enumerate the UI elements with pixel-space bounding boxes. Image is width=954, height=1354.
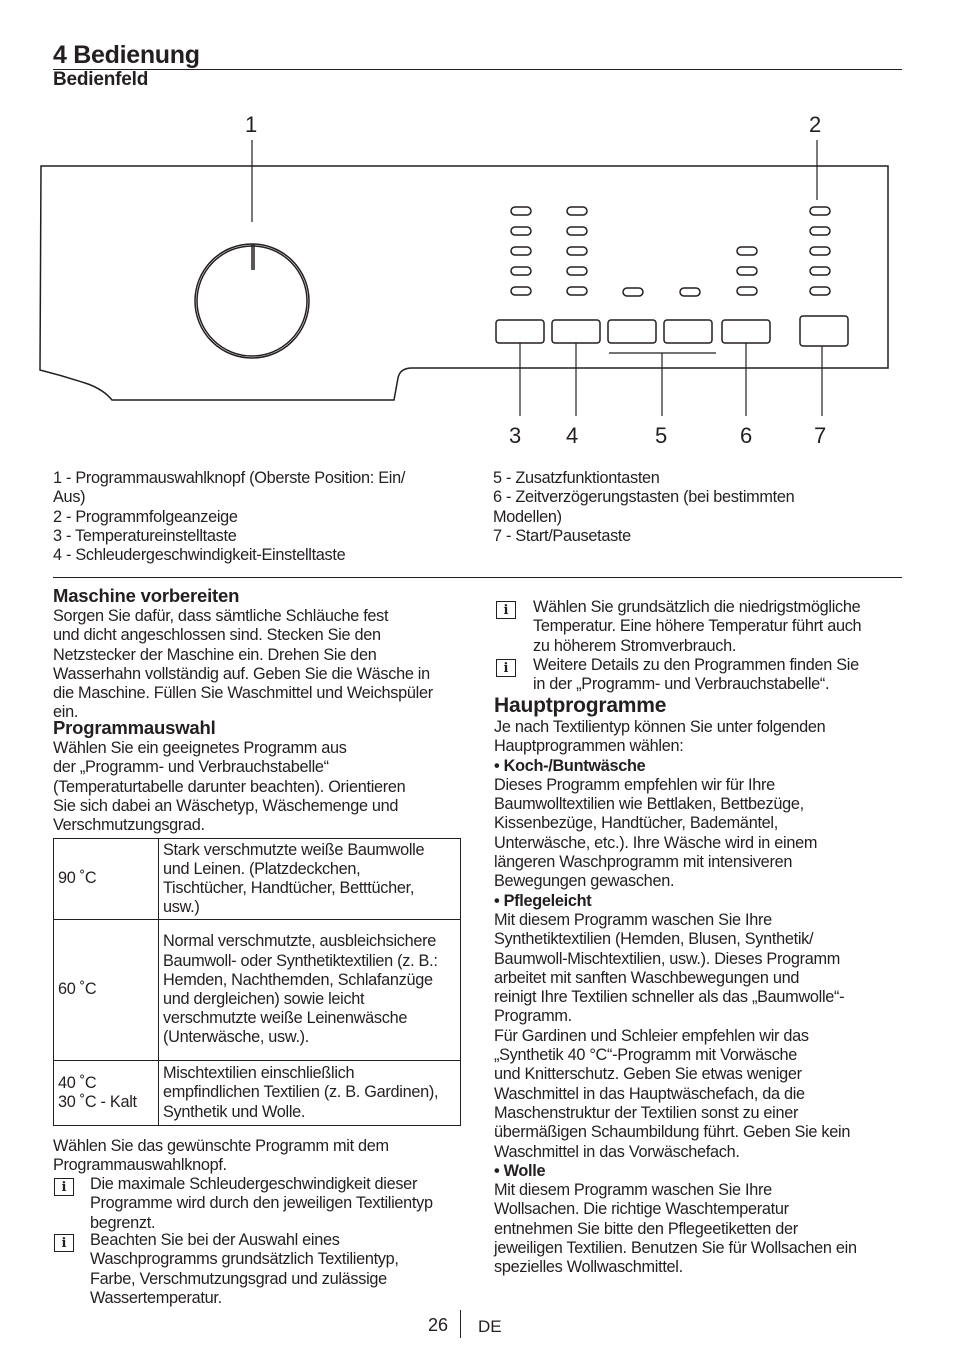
text-line: (Temperaturtabelle darunter beachten). Orientieren — [53, 777, 406, 796]
program-koch-heading: • Koch-/Buntwäsche — [494, 756, 646, 775]
text-line: und Knitterschutz. Geben Sie etwas weniger — [494, 1065, 802, 1084]
footer-divider — [460, 1310, 461, 1338]
desc-line: verschmutzte weiße Leinenwäsche — [163, 1009, 408, 1028]
text-line: Baumwolltextilien wie Bettlaken, Bettbezüge, — [494, 795, 804, 814]
text-line: die Maschine. Füllen Sie Waschmittel und Weichspüler — [53, 684, 433, 703]
legend-line: 2 - Programmfolgeanzeige — [53, 507, 238, 526]
text-line: spezielles Wollwaschmittel. — [494, 1258, 683, 1277]
text-line: Maschenstruktur der Textilien sonst zu einer — [494, 1103, 799, 1122]
text-line: in der „Programm- und Verbrauchstabelle“. — [533, 675, 830, 694]
text-line: Wählen Sie das gewünschte Programm mit dem — [53, 1137, 389, 1155]
text-line: übermäßigen Schaumbildung führt. Geben Sie kein — [494, 1123, 851, 1142]
start-pause-button — [800, 316, 848, 346]
table-cell-temp — [54, 1061, 159, 1126]
program-wolle-heading: • Wolle — [494, 1161, 546, 1180]
table-cell-desc — [159, 839, 461, 920]
control-panel-diagram — [0, 100, 954, 460]
text-line: Bewegungen gewaschen. — [494, 872, 675, 891]
main-programs-heading: Hauptprogramme — [494, 694, 667, 717]
desc-line: usw.) — [163, 898, 200, 917]
legend-line: 1 - Programmauswahlknopf (Oberste Position: Ein/ — [53, 469, 406, 487]
text-line: längeren Waschprogramm mit intensiveren — [494, 853, 793, 872]
callout-4: 4 — [566, 423, 579, 448]
desc-line: Tischtücher, Handtücher, Betttücher, — [163, 879, 415, 897]
spin-speed-button — [552, 320, 600, 343]
info-note — [90, 1175, 470, 1233]
legend-line: Modellen) — [493, 507, 562, 526]
text-line: Waschmittel in das Hauptwäschefach, da die — [494, 1084, 805, 1103]
main-programs-text — [494, 718, 914, 1278]
text-line: Hauptprogrammen wählen: — [494, 737, 684, 756]
text-line: zu höherem Stromverbrauch. — [533, 636, 737, 655]
temp-value: 90 ˚C — [58, 869, 97, 888]
info-note — [533, 598, 913, 656]
desc-line: Normal verschmutzte, ausbleichsichere — [163, 932, 437, 951]
desc-line: (Unterwäsche, usw.). — [163, 1028, 310, 1047]
desc-line: und Leinen. (Platzdeckchen, — [163, 859, 361, 878]
text-line: Sorgen Sie dafür, dass sämtliche Schläuche fest — [53, 607, 389, 625]
table-row — [54, 1061, 461, 1126]
language-code: DE — [478, 1317, 502, 1336]
legend-line: 7 - Start/Pausetaste — [493, 526, 631, 545]
text-line: reinigt Ihre Textilien schneller als das „Baumwolle“- — [494, 988, 845, 1007]
program-pflege-heading: • Pflegeleicht — [494, 891, 592, 910]
text-line: Wasserhahn vollständig auf. Geben Sie die Wäsche in — [53, 664, 430, 683]
text-line: Netzstecker der Maschine ein. Drehen Sie den — [53, 645, 377, 664]
text-line: und dicht angeschlossen sind. Stecken Sie den — [53, 626, 381, 645]
selection-text — [53, 739, 473, 835]
text-line: arbeitet mit sanften Waschbewegungen und — [494, 968, 800, 987]
callout-6: 6 — [740, 423, 753, 448]
callout-7: 7 — [814, 423, 827, 448]
temp-value: 60 ˚C — [58, 980, 97, 999]
table-cell-desc — [159, 1061, 461, 1126]
text-line: Sie sich dabei an Wäschetyp, Wäschemenge und — [53, 796, 399, 815]
text-line: Programme wird durch den jeweiligen Textilientyp — [90, 1194, 433, 1213]
text-line: Für Gardinen und Schleier empfehlen wir das — [494, 1026, 809, 1045]
callout-2: 2 — [809, 112, 822, 137]
prepare-heading: Maschine vorbereiten — [53, 585, 240, 606]
text-line: Unterwäsche, etc.). Ihre Wäsche wird in einem — [494, 833, 818, 852]
after-table-text — [53, 1137, 473, 1176]
text-line: Wählen Sie ein geeignetes Programm aus — [53, 739, 347, 757]
panel-outline — [40, 166, 888, 400]
text-line: Die maximale Schleudergeschwindigkeit dieser — [90, 1175, 418, 1193]
text-line: Farbe, Verschmutzungsgrad und zulässige — [90, 1269, 387, 1288]
text-line: Temperatur. Eine höhere Temperatur führt auch — [533, 617, 862, 636]
table-row — [54, 920, 461, 1061]
text-line: Baumwoll-Mischtextilien, usw.). Dieses Programm — [494, 949, 840, 968]
text-line: Dieses Programm empfehlen wir für Ihre — [494, 775, 775, 794]
section-title: 4 Bedienung — [53, 41, 200, 69]
temp-value: 30 ˚C - Kalt — [58, 1093, 137, 1111]
legend-left — [53, 469, 473, 565]
option-button-2 — [664, 320, 712, 343]
delay-button — [722, 320, 770, 343]
text-line: Synthetiktextilien (Hemden, Blusen, Synthetik/ — [494, 930, 814, 949]
text-line: Mit diesem Programm waschen Sie Ihre — [494, 910, 772, 929]
text-line: Programm. — [494, 1007, 572, 1026]
page-subtitle: Bedienfeld — [53, 69, 149, 90]
desc-line: Stark verschmutzte weiße Baumwolle — [163, 840, 425, 859]
text-line: jeweiligen Textilien. Benutzen Sie für Wollsachen ein — [494, 1239, 857, 1258]
text-line: Mit diesem Programm waschen Sie Ihre — [494, 1181, 772, 1200]
text-line: „Synthetik 40 °C“-Programm mit Vorwäsche — [494, 1046, 798, 1065]
page-number: 26 — [427, 1315, 448, 1335]
text-line: begrenzt. — [90, 1213, 156, 1232]
info-icon: i — [496, 659, 516, 677]
text-line: Waschprogramms grundsätzlich Textilientyp, — [90, 1250, 399, 1269]
info-icon: i — [496, 601, 516, 619]
legend-line: 3 - Temperatureinstelltaste — [53, 526, 237, 545]
table-cell-temp — [54, 920, 159, 1061]
temperature-table — [53, 838, 461, 1126]
text-line: der „Programm- und Verbrauchstabelle“ — [53, 758, 329, 777]
text-line: Wählen Sie grundsätzlich die niedrigstmögliche — [533, 598, 861, 616]
desc-line: Baumwoll- oder Synthetiktextilien (z. B.: — [163, 951, 438, 970]
info-note — [533, 656, 913, 695]
table-cell-desc — [159, 920, 461, 1061]
text-line: Verschmutzungsgrad. — [53, 816, 205, 835]
desc-line: Synthetik und Wolle. — [163, 1102, 306, 1121]
text-line: Waschmittel in das Vorwäschefach. — [494, 1142, 740, 1161]
info-note — [90, 1231, 470, 1308]
text-line: Programmauswahlknopf. — [53, 1156, 227, 1175]
legend-line: Aus) — [53, 488, 86, 507]
text-line: Weitere Details zu den Programmen finden Sie — [533, 656, 859, 674]
callout-1: 1 — [245, 112, 258, 137]
callout-3: 3 — [509, 423, 522, 448]
legend-line: 5 - Zusatzfunktiontasten — [493, 469, 660, 487]
text-line: Beachten Sie bei der Auswahl eines — [90, 1231, 340, 1249]
desc-line: empfindlichen Textilien (z. B. Gardinen), — [163, 1083, 439, 1102]
text-line: Kissenbezüge, Handtücher, Bademäntel, — [494, 814, 778, 833]
legend-line: 6 - Zeitverzögerungstasten (bei bestimmten — [493, 488, 795, 507]
desc-line: Hemden, Nachthemden, Schlafanzüge — [163, 970, 433, 989]
table-cell-temp — [54, 839, 159, 920]
desc-line: Mischtextilien einschließlich — [163, 1064, 355, 1083]
header-rule — [53, 69, 902, 70]
prepare-text — [53, 607, 473, 723]
text-line: Je nach Textilientyp können Sie unter folgenden — [494, 718, 826, 736]
legend-right — [493, 469, 913, 546]
temperature-button — [496, 320, 544, 343]
temp-value: 40 ˚C — [58, 1073, 97, 1092]
info-icon: i — [54, 1234, 74, 1252]
callout-5: 5 — [655, 423, 668, 448]
section-rule — [53, 577, 902, 578]
text-line: Wassertemperatur. — [90, 1288, 222, 1307]
legend-line: 4 - Schleudergeschwindigkeit-Einstelltaste — [53, 546, 346, 565]
text-line: entnehmen Sie bitte den Pflegeetiketten der — [494, 1219, 798, 1238]
selection-heading: Programmauswahl — [53, 717, 216, 738]
text-line: ein. — [53, 703, 79, 722]
info-icon: i — [54, 1178, 74, 1196]
option-button-1 — [608, 320, 656, 343]
text-line: Wollsachen. Die richtige Waschtemperatur — [494, 1200, 789, 1219]
table-row — [54, 839, 461, 920]
desc-line: und dergleichen) sowie leicht — [163, 990, 365, 1008]
